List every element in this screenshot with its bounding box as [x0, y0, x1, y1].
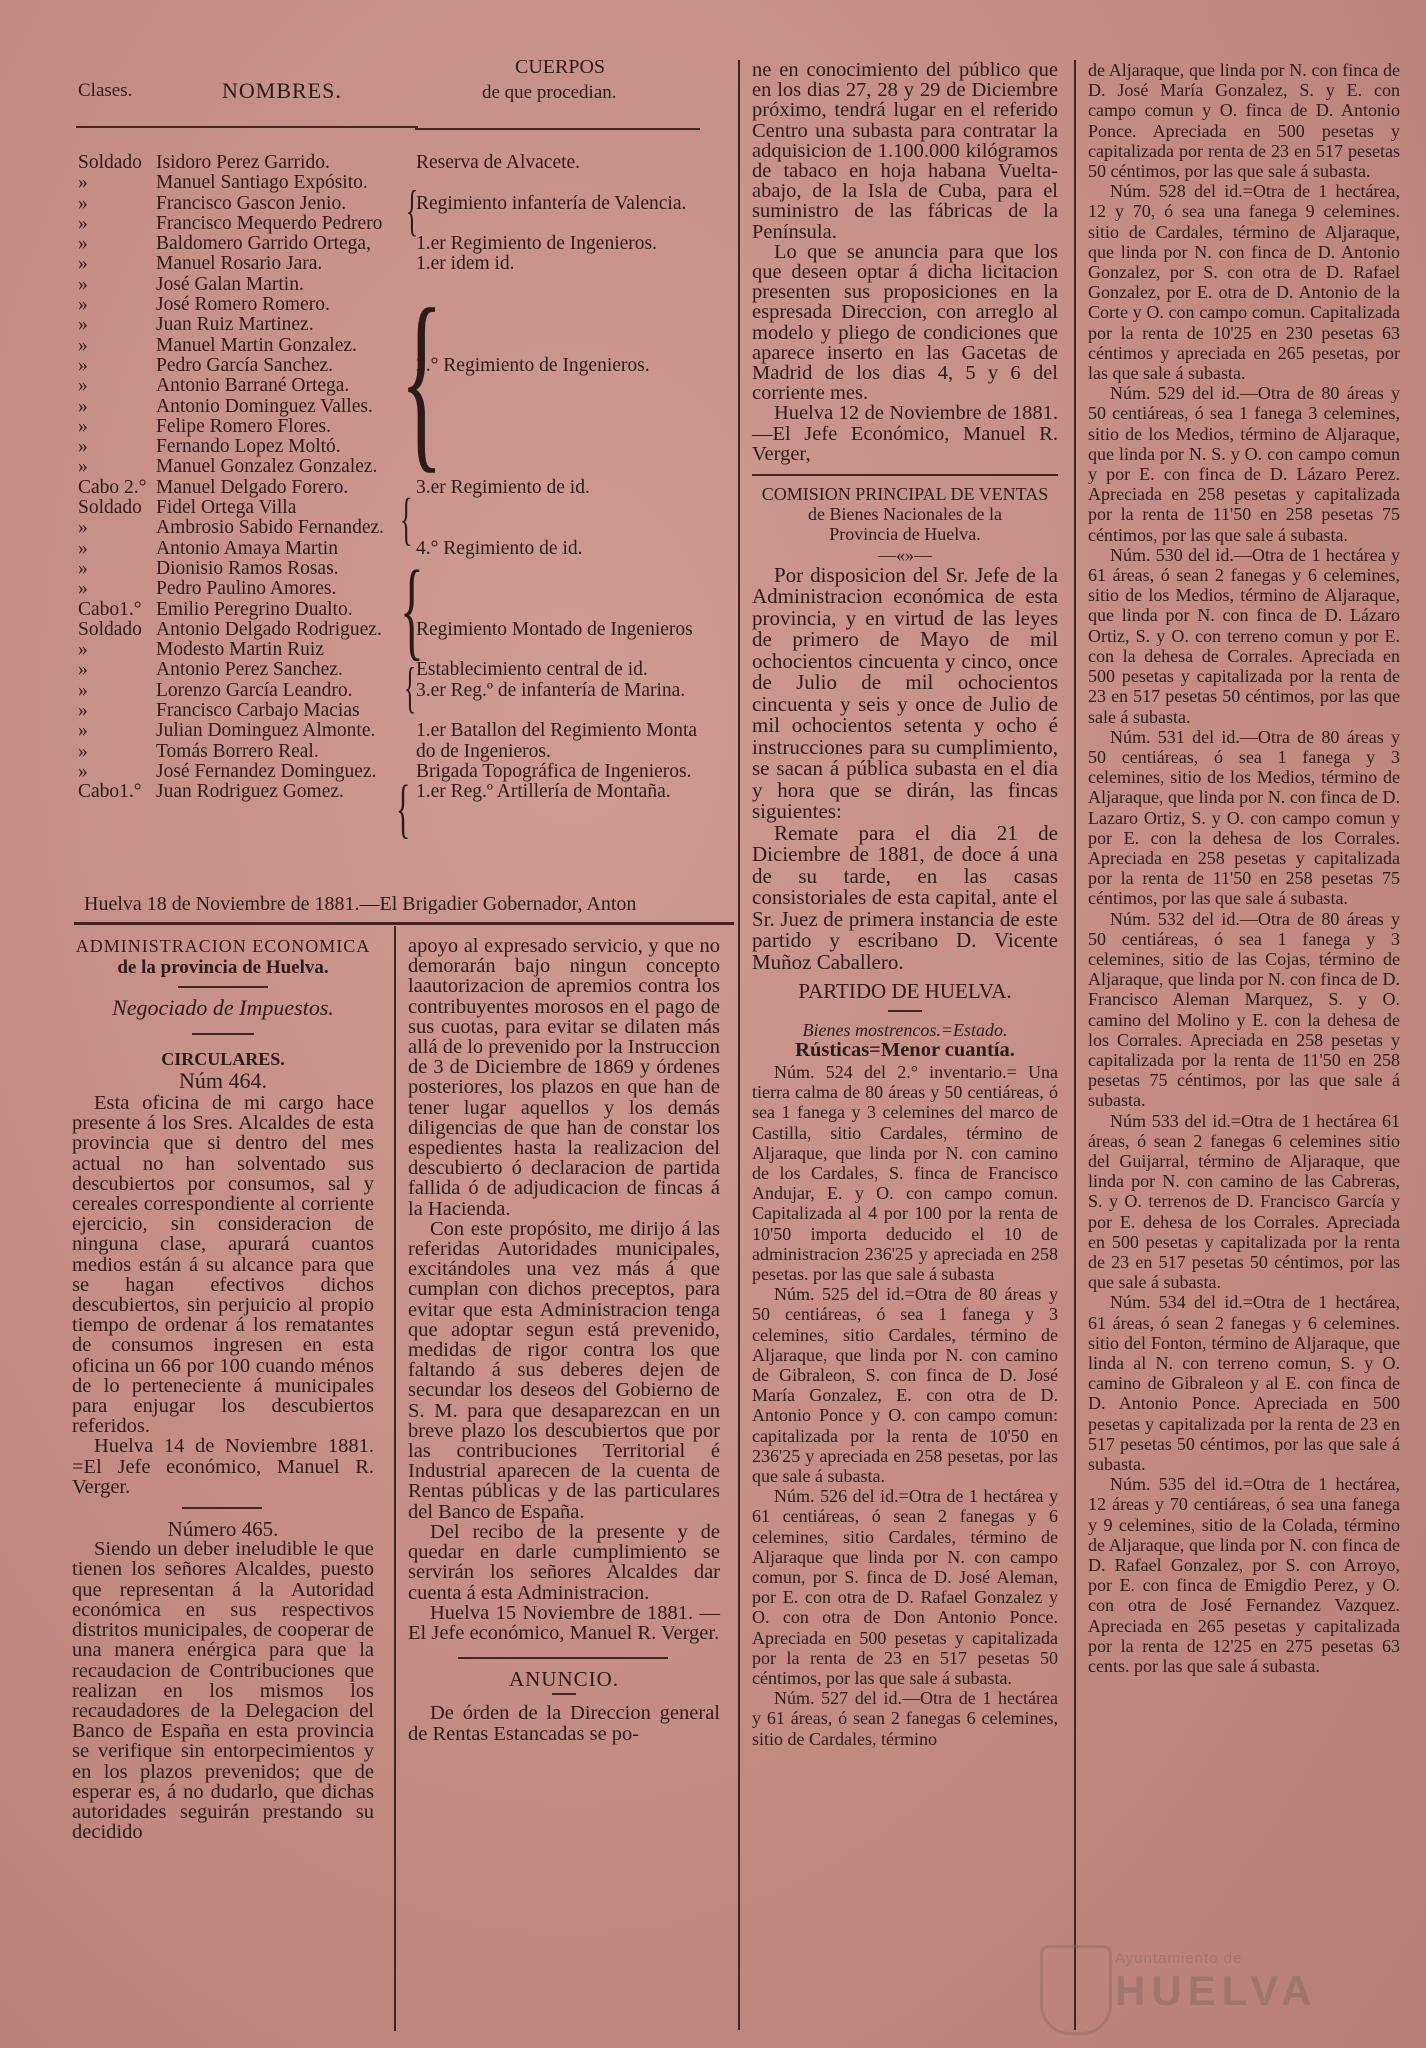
rank-cell: » — [78, 679, 88, 701]
unit-cell: 3.er Reg.º de infantería de Marina. — [416, 679, 686, 701]
rusticas-subheading: Rústicas=Menor cuantía. — [795, 1038, 1015, 1061]
rank-cell: » — [78, 273, 88, 295]
anuncio-licitacion: Lo que se anuncia para que los que deseen optar á dicha licitacion presenten sus proposiciones en la espresada Direccion, con arreglo al modelo y pliego de condiciones que aparece inserto en las Gacetas de Madrid de los dias 4, 5 y 6 del corriente mes. — [752, 240, 1058, 405]
table-row — [78, 700, 718, 720]
name-cell: Antonio Delgado Rodriguez. — [156, 618, 382, 640]
rank-cell: Cabo1.° — [78, 781, 142, 803]
table-row — [78, 253, 718, 273]
circular-465-text-c: Con este propósito, me dirijo á las referidas Autoridades municipales, excitándoles una vez más á que cumplan con dichos preceptos, para evitar que esta Administracion tenga que adoptar segun está prevenido, medidas de rigor contra los que faltando á sus deberes dejen de secundar los deseos del Gobierno de S. M. para que desaparezcan en un breve plazo los descubiertos que por las contribuciones Territorial é Industrial aparecen de la cuenta de Rentas públicas y de las particulares del Banco de España. — [408, 1217, 720, 1523]
rule — [178, 986, 268, 988]
table-row — [78, 720, 718, 740]
unit-cell: 1.er idem id. — [416, 253, 515, 275]
rule — [552, 1693, 576, 1695]
name-cell: Manuel Santiago Expósito. — [156, 172, 368, 194]
negociado-title: Negociado de Impuestos. — [112, 995, 334, 1021]
table-row — [78, 396, 718, 416]
rank-cell: » — [78, 639, 88, 661]
table-row — [78, 456, 718, 476]
circular-464-text: Esta oficina de mi cargo hace presente á los Sres. Alcaldes de esta provincia que si dentro del mes actual no han solventado sus descubiertos por consumos, sal y cereales correspondiente al corriente ejercicio, sin consideracion de ninguna clase, apurará cuantos medios están á su alcance para que se hagan efectivos dichos descubiertos, sin perjuicio al propio tiempo de ordenar á los rematantes de consumos ingresen en esta oficina un 66 por 100 cuando ménos de lo perteneciente á municipales para enjugar los descubiertos referidos. — [72, 1092, 374, 1438]
comision-disposicion: Por disposicion del Sr. Jefe de la Administracion económica de esta provincia, y en virtud de las leyes de primero de Mayo de mil ochocientos cincuenta y cinco, once de Julio de mil ochocientos cincuenta y seis y once de Julio de mil ochocientos setenta y ocho é instrucciones para su cumplimiento, se sacan á pública subasta en el dia y hora que se dirán, las fincas siguientes: — [752, 562, 1058, 824]
comision-subtitle: de Bienes Nacionales de la — [808, 504, 1002, 525]
rule — [458, 1657, 668, 1659]
name-cell: Francisco Carbajo Macias — [156, 700, 360, 722]
crest-icon — [1040, 1945, 1112, 2035]
name-cell: Lorenzo García Leandro. — [156, 679, 353, 701]
name-cell: Isidoro Perez Garrido. — [156, 152, 330, 173]
comision-province: Provincia de Huelva. — [829, 524, 981, 545]
anuncio-signature: Huelva 12 de Noviembre de 1881. —El Jefe Económico, Manuel R. Verger, — [752, 402, 1058, 465]
rank-cell: Cabo1.° — [78, 598, 142, 620]
column-divider — [1074, 60, 1076, 2030]
name-cell: Manuel Delgado Forero. — [156, 476, 349, 498]
rank-cell: » — [78, 700, 88, 722]
table-row — [78, 233, 718, 253]
circulares-heading: CIRCULARES. — [161, 1048, 285, 1069]
anuncio-heading: ANUNCIO. — [508, 1667, 620, 1692]
table-row — [78, 172, 718, 192]
rank-cell: » — [78, 192, 88, 214]
table-row — [78, 680, 718, 700]
table-row — [78, 355, 718, 375]
finca-525: Núm. 525 del id.=Otra de 80 áreas y 50 centiáreas, ó sea 1 fanega y 3 celemines, sitio Cardales, término de Aljaraque, que linda por N. con camino de Gibraleon, S. con finca de D. José María Gonzalez, E. con otra de D. Antonio Ponce y O. con campo comun: capitalizada por la renta de 10'50 en 236'25 y apreciada en 258 pesetas, por las que sale á subasta. — [752, 1284, 1058, 1487]
admin-title: ADMINISTRACION ECONOMICA — [75, 936, 371, 956]
rank-cell: » — [78, 537, 88, 559]
rank-cell: Cabo 2.° — [78, 476, 147, 498]
table-row — [78, 335, 718, 355]
finca-526: Núm. 526 del id.=Otra de 1 hectárea y 61 centiáreas, ó sean 2 fanegas y 6 celemines, sitio Cardales, término de Aljaraque que linda por N. con campo comun, por S. finca de D. José Aleman, por E. con otra de D. Rafael Gonzalez y O. con otra de Don Antonio Ponce. Apreciada en 500 pesetas y capitalizada por la renta de 23 en 517 pesetas 50 céntimos, por las que sale á subasta. — [752, 1486, 1058, 1689]
rule — [888, 1010, 922, 1012]
unit-cell: Reserva de Alvacete. — [416, 152, 581, 173]
name-cell: Manuel Gonzalez Gonzalez. — [156, 456, 378, 478]
table-row — [78, 193, 718, 213]
name-cell: Antonio Barrané Ortega. — [156, 375, 350, 397]
header-rule — [76, 126, 418, 128]
finca-527: Núm. 527 del id.—Otra de 1 hectárea y 61 áreas, ó sean 2 fanegas 6 celemines, sitio de Cardales, término — [752, 1688, 1058, 1749]
rule — [182, 1507, 262, 1509]
finca-528: Núm. 528 del id.=Otra de 1 hectárea, 12 y 70, ó sea una fanega 9 celemines. sitio de Cardales, término de Aljaraque, que linda por N. con finca de D. Antonio Gonzalez, por S. con otra de D. Rafael Gonzalez, por E. otra de D. Antonio de la Corte y O. con campo comun. Capitalizada por la renta de 10'25 en 230 pesetas 63 céntimos y apreciada en 265 pesetas, por las que sale á subasta. — [1088, 181, 1400, 384]
finca-527-continuation: de Aljaraque, que linda por N. con finca de D. José María Gonzalez, S. y E. con campo comun y O. finca de D. Antonio Ponce. Apreciada en 500 pesetas y capitalizada por renta de 23 en 517 pesetas 50 céntimos, por las que sale á subasta. — [1088, 60, 1400, 182]
num-464: Núm 464. — [179, 1067, 267, 1093]
rank-cell: » — [78, 172, 88, 194]
table-row — [78, 538, 718, 558]
rank-cell: » — [78, 557, 88, 579]
name-cell: Ambrosio Sabido Fernandez. — [156, 517, 385, 539]
partido-heading: PARTIDO DE HUELVA. — [798, 979, 1012, 1004]
rule — [752, 474, 1058, 476]
num-465: Número 465. — [167, 1517, 279, 1542]
name-cell: Antonio Amaya Martin — [156, 537, 338, 559]
comision-title: COMISION PRINCIPAL DE VENTAS — [761, 484, 1049, 505]
rank-cell: » — [78, 760, 88, 782]
circular-465-signature: Huelva 15 Noviembre de 1881. —El Jefe económico, Manuel R. Verger. — [408, 1601, 720, 1644]
unit-cell: do de Ingenieros. — [416, 740, 551, 762]
brace: { — [400, 486, 413, 551]
name-cell: Emilio Peregrino Dualto. — [156, 598, 353, 620]
unit-cell: Brigada Topográfica de Ingenieros. — [416, 760, 692, 782]
ornament: —«»— — [878, 544, 932, 565]
name-cell: Fidel Ortega Villa — [156, 497, 297, 519]
finca-524: Núm. 524 del 2.° inventario.= Una tierra calma de 80 áreas y 50 centiáreas, ó sea 1 fanega y 3 celemines del marco de Castilla, sitio Cardales, término de Aljaraque, que linda por N. con camino de los Cardales, S. finca de Francisco Andujar, E. y O. con campo comun. Capitalizada al 4 por 100 por la renta de 10'50 importa deducido el 10 de administracion 236'25 y apreciada en 258 pesetas. por las que sale á subasta — [752, 1061, 1058, 1285]
header-cuerpos: CUERPOS — [515, 56, 606, 78]
unit-cell: Regimiento Montado de Ingenieros — [416, 618, 693, 640]
name-cell: Modesto Martin Ruiz — [156, 639, 324, 661]
name-cell: Francisco Mequerdo Pedrero — [156, 212, 383, 234]
table-footer: Huelva 18 de Noviembre de 1881.—El Brigadier Gobernador, Anton — [84, 894, 637, 915]
admin-subtitle: de la provincia de Huelva. — [117, 957, 329, 979]
table-row — [78, 741, 718, 761]
header-nombres: NOMBRES. — [222, 78, 342, 103]
finca-532: Núm. 532 del id.—Otra de 80 áreas y 50 centiáreas, ó sea 1 fanega y 3 celemines, sitio de las Cojas, término de Aljaraque, que linda por N. con finca de D. Francisco Aleman Marquez, S. y O. camino del Molino y E. con la dehesa de los Corrales. Apreciada en 258 pesetas y capitalizada por la renta de 11'50 en 258 pesetas 75 céntimos, por las que sale á subasta. — [1088, 908, 1400, 1111]
admin-column-2 — [408, 936, 720, 1744]
rank-cell: » — [78, 233, 88, 255]
name-cell: Tomás Borrero Real. — [156, 740, 319, 762]
unit-cell: 4.° Regimiento de id. — [416, 537, 583, 559]
table-row — [78, 659, 718, 679]
table-row — [78, 375, 718, 395]
table-row — [78, 436, 718, 456]
finca-535: Núm. 535 del id.=Otra de 1 hectárea, 12 áreas y 70 centiáreas, ó sea una fanega y 9 celemines, sitio de la Colada, término de Aljaraque, que linda por N. con finca de D. Rafael Gonzalez, por S. con Arroyo, por E. con finca de Emigdio Perez, y O. con otra de José Fernandez Vazquez. Apreciada en 265 pesetas y capitalizada por la renta de 12'25 en 275 pesetas 63 cents. por las que sale á subasta. — [1088, 1474, 1400, 1677]
finca-531: Núm. 531 del id.—Otra de 80 áreas y 50 centiáreas, ó sea 1 fanega y 3 celemines, sitio de los Medios, término de Aljaraque, que linda por N. con finca de D. Lazaro Ortiz, S. y O. con campo comun y por E. con la dehesa de los Corrales. Apreciada en 258 pesetas y capitalizada por la renta de 11'50 en 258 pesetas 75 céntimos, por las que sale á subasta. — [1088, 726, 1400, 909]
unit-cell: 1.er Regimiento de Ingenieros. — [416, 233, 657, 255]
name-cell: Baldomero Garrido Ortega, — [156, 233, 371, 255]
name-cell: Manuel Rosario Jara. — [156, 253, 323, 275]
bienes-subheading: Bienes mostrencos.=Estado. — [802, 1019, 1008, 1040]
name-cell: Antonio Perez Sanchez. — [156, 659, 343, 681]
rank-cell: » — [78, 314, 88, 336]
admin-column — [72, 936, 374, 1842]
name-cell: Dionisio Ramos Rosas. — [156, 557, 339, 579]
brace: { — [400, 269, 444, 490]
rank-cell: » — [78, 375, 88, 397]
rank-cell: » — [78, 720, 88, 742]
rank-cell: » — [78, 395, 88, 417]
archive-watermark — [1115, 1950, 1396, 2028]
unit-cell: Regimiento infantería de Valencia. — [416, 192, 687, 214]
soldiers-table — [78, 152, 718, 802]
column-4 — [1088, 60, 1400, 1676]
table-row — [78, 213, 718, 233]
rank-cell: Soldado — [78, 497, 142, 519]
table-row — [78, 294, 718, 314]
header-classes: Clases. — [78, 80, 133, 101]
table-row — [78, 416, 718, 436]
column-divider — [394, 926, 396, 2031]
unit-cell: 1.er Reg.º Artillería de Montaña. — [416, 781, 671, 803]
name-cell: Manuel Martin Gonzalez. — [156, 334, 357, 356]
anuncio-continuation: ne en conocimiento del público que en los dias 27, 28 y 29 de Diciembre próximo, tendrá lugar en el referido Centro una subasta para contratar la adquisicion de 1.100.000 kilógramos de tabaco en hoja habana Vuelta-abajo, de la Isla de Cuba, para el suministro de las fábricas de la Península. — [752, 59, 1058, 243]
table-row — [78, 639, 718, 659]
rank-cell: » — [78, 740, 88, 762]
name-cell: Felipe Romero Flores. — [156, 415, 331, 437]
table-row — [78, 517, 718, 537]
name-cell: José Romero Romero. — [156, 294, 330, 316]
circular-465-text-d: Del recibo de la presente y de quedar en darle cumplimiento se servirán los señores Alcaldes dar cuenta á esta Administracion. — [408, 1520, 720, 1604]
name-cell: Antonio Dominguez Valles. — [156, 395, 373, 417]
table-row — [78, 578, 718, 598]
table-row — [78, 314, 718, 334]
table-row — [78, 599, 718, 619]
name-cell: José Galan Martin. — [156, 273, 304, 295]
rank-cell: Soldado — [78, 152, 142, 173]
finca-529: Núm. 529 del id.—Otra de 80 áreas y 50 centiáreas, ó sea 1 fanega 3 celemines, sitio de los Medios, término de Aljaraque, que linda por N. S. y O. con campo comun y por E. con finca de D. Lázaro Perez. Apreciada en 258 pesetas y capitalizada por la renta de 11'50 en 258 pesetas 75 céntimos, por las que sale á subasta. — [1088, 383, 1400, 545]
name-cell: Pedro Paulino Amores. — [156, 578, 337, 600]
rank-cell: » — [78, 456, 88, 478]
name-cell: José Fernandez Dominguez. — [156, 760, 377, 782]
finca-534: Núm. 534 del id.=Otra de 1 hectárea, 61 áreas, ó sean 2 fanegas y 6 celemines. sitio del Fonton, término de Aljaraque, que linda al N. con terreno comun, S. y O. camino de Gibraleon y al E. con finca de D. Antonio Ponce. Apreciada en 500 pesetas y capitalizada por la renta de 23 en 517 pesetas 50 céntimos, por las que sale á subasta. — [1088, 1292, 1400, 1475]
rank-cell: » — [78, 436, 88, 458]
table-row — [78, 497, 718, 517]
table-row — [78, 558, 718, 578]
rank-cell: » — [78, 578, 88, 600]
brace: { — [400, 548, 424, 670]
unit-cell: 3.er Regimiento de id. — [416, 476, 590, 498]
finca-530: Núm. 530 del id.—Otra de 1 hectárea y 61 áreas, ó sean 2 fanegas y 6 celemines, sitio de los Medios, término de Aljaraque, que linda por N. con finca de D. Lázaro Ortiz, S. y O. con terreno comun y por E. con la dehesa de Corrales. Apreciada en 500 pesetas y capitalizada por la renta de 23 en 517 pesetas 50 céntimos, por las que sale á subasta. — [1088, 544, 1400, 727]
rank-cell: » — [78, 415, 88, 437]
rule — [192, 1033, 254, 1035]
name-cell: Juan Rodriguez Gomez. — [156, 781, 344, 803]
rank-cell: » — [78, 354, 88, 376]
rank-cell: » — [78, 659, 88, 681]
name-cell: Juan Ruiz Martinez. — [156, 314, 314, 336]
rank-cell: » — [78, 212, 88, 234]
rank-cell: » — [78, 294, 88, 316]
unit-cell: 1.er Batallon del Regimiento Monta — [416, 720, 698, 742]
brace: { — [406, 180, 419, 242]
table-bottom-rule — [74, 922, 734, 925]
unit-cell: 2.° Regimiento de Ingenieros. — [416, 354, 650, 376]
circular-465-text-a: Siendo un deber ineludible le que tienen los señores Alcaldes, puesto que representan á la Autoridad económica en sus respectivos distritos municipales, de cooperar de una manera enérgica para que la recaudacion de Contribuciones que realizan en los mismos los recaudadores de la Delegacion del Banco de España en esta provincia se verifique sin entorpecimientos y en los plazos prevenidos; que de esperar es, á no dudarlo, que dichas autoridades seguirán prestando su decidido — [72, 1538, 374, 1844]
rank-cell: » — [78, 253, 88, 275]
table-row — [78, 619, 718, 639]
column-divider — [738, 60, 740, 2030]
table-row — [78, 152, 718, 172]
header-cuerpos-sub: de que procedian. — [482, 82, 617, 103]
rank-cell: » — [78, 334, 88, 356]
brace: { — [404, 657, 417, 719]
circular-464-signature: Huelva 14 de Noviembre 1881. =El Jefe económico, Manuel R. Verger. — [72, 1435, 374, 1498]
name-cell: Pedro García Sanchez. — [156, 354, 334, 376]
unit-cell: Establecimiento central de id. — [416, 659, 648, 681]
watermark-line2: HUELVA — [1115, 1967, 1318, 2014]
table-row — [78, 477, 718, 497]
column-3 — [752, 60, 1058, 1749]
rank-cell: » — [78, 517, 88, 539]
circular-465-text-b: apoyo al expresado servicio, y que no demorarán bajo ningun concepto laautorizacion de apremios contra los contribuyentes morosos en el pago de sus cuotas, para evitar se dilaten más allá de lo prevenido por la Instruccion de 3 de Diciembre de 1869 y órdenes posteriores, los plazos en que han de tener lugar aquellos y los demás diligencias de que han de constar los espedientes hasta la realizacion del descubierto ó declaracion de partida fallida ó de adjudicacion de fincas á la Hacienda. — [408, 935, 720, 1220]
finca-533: Núm 533 del id.=Otra de 1 hectárea 61 áreas, ó sean 2 fanegas 6 celemines sitio del Guijarral, término de Aljaraque, que linda por N. con camino de las Cabreras, S. y O. terrenos de D. Francisco García y por E. dehesa de los Corrales. Apreciada en 500 pesetas y capitalizada por la renta de 23 en 517 pesetas 50 céntimos, por las que sale á subasta. — [1088, 1110, 1400, 1293]
anuncio-text: De órden de la Direccion general de Rentas Estancadas se po- — [408, 1702, 720, 1745]
name-cell: Francisco Gascon Jenio. — [156, 192, 347, 214]
table-row — [78, 274, 718, 294]
header-rule-2 — [415, 128, 700, 130]
watermark-line1: Ayuntamiento de — [1115, 1950, 1243, 1967]
name-cell: Fernando Lopez Moltó. — [156, 436, 341, 458]
remate-text: Remate para el dia 21 de Diciembre de 1881, de doce á una de su tarde, en las casas consistoriales de esta capital, ante el Sr. Juez de primera instancia de este partido y escribano D. Vicente Muñoz Caballero. — [752, 820, 1058, 974]
brace: { — [396, 772, 411, 845]
name-cell: Julian Dominguez Almonte. — [156, 720, 376, 742]
rank-cell: Soldado — [78, 618, 142, 640]
